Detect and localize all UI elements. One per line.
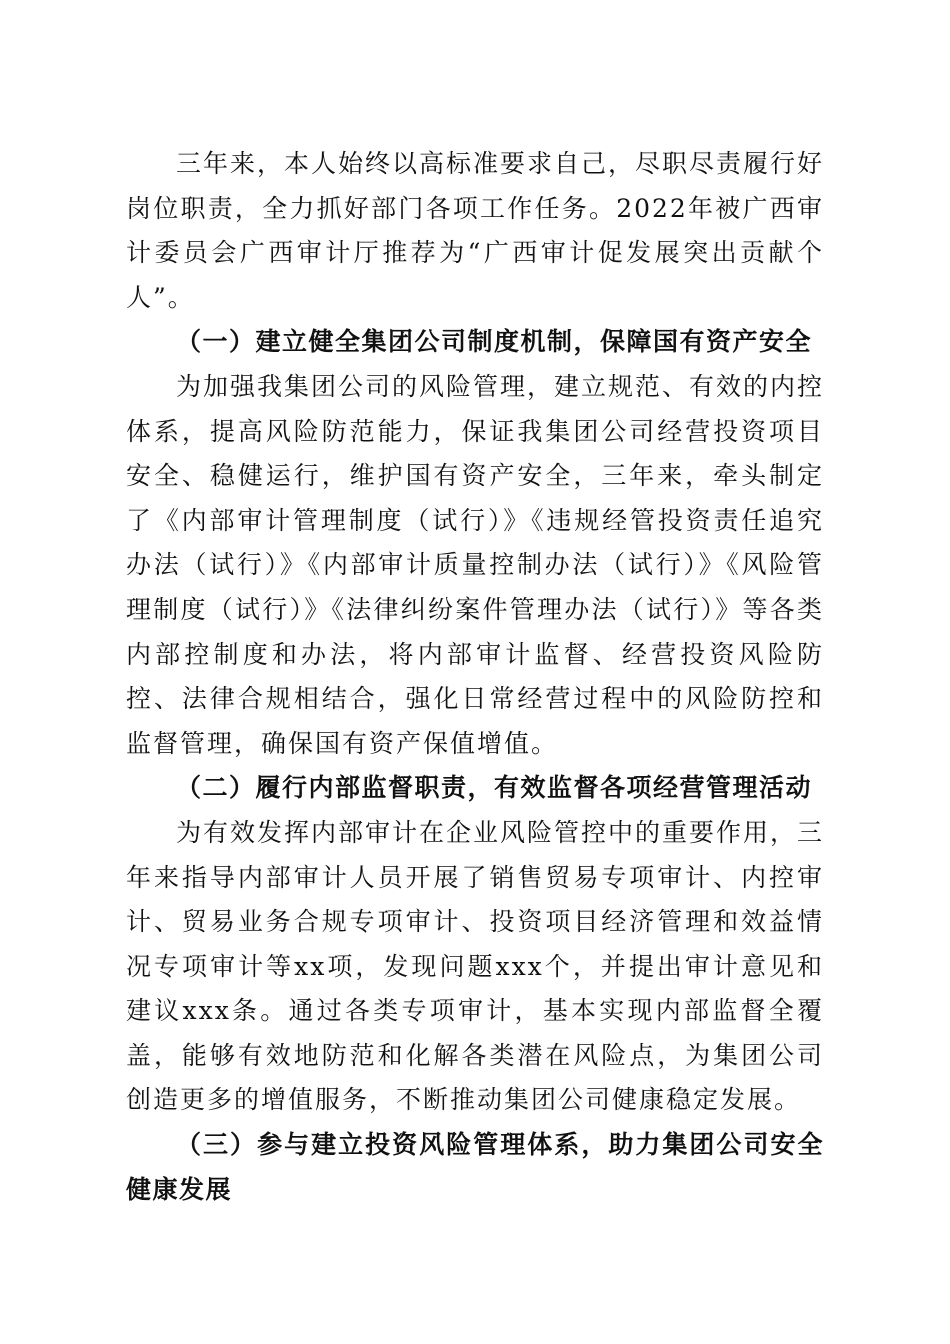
section-heading-1: （一）建立健全集团公司制度机制，保障国有资产安全 xyxy=(176,327,813,357)
paragraph-section-2: 为有效发挥内部审计在企业风险管控中的重要作用，三年来指导内部审计人员开展了销售贸易专项审计、内控审计、贸易业务合规专项审计、投资项目经济管理和效益情况专项审计等xx项，发现问题xxx个，并提出审计意见和建议xxx条。通过各类专项审计，基本实现内部监督全覆盖，能够有效地防范和化解各类潜在风险点，为集团公司创造更多的增值服务，不断推动集团公司健康稳定发展。 xyxy=(126,817,825,1115)
paragraph-section-1: 为加强我集团公司的风险管理，建立规范、有效的内控体系，提高风险防范能力，保证我集团公司经营投资项目安全、稳健运行，维护国有资产安全，三年来，牵头制定了《内部审计管理制度（试行）》《违规经管投资责任追究办法（试行）》《内部审计质量控制办法（试行）》《风险管理制度（试行）》《法律纠纷案件管理办法（试行）》等各类内部控制度和办法，将内部审计监督、经营投资风险防控、法律合规相结合，强化日常经营过程中的风险防控和监督管理，确保国有资产保值增值。 xyxy=(126,371,825,758)
document-page xyxy=(126,142,824,1212)
section-heading-2: （二）履行内部监督职责，有效监督各项经营管理活动 xyxy=(176,773,813,803)
section-heading-3: （三）参与建立投资风险管理体系，助力集团公司安全健康发展 xyxy=(126,1130,824,1204)
paragraph-intro: 三年来，本人始终以高标准要求自己，尽职尽责履行好岗位职责，全力抓好部门各项工作任务。2022年被广西审计委员会广西审计厅推荐为“广西审计促发展突出贡献个人”。 xyxy=(126,149,825,312)
